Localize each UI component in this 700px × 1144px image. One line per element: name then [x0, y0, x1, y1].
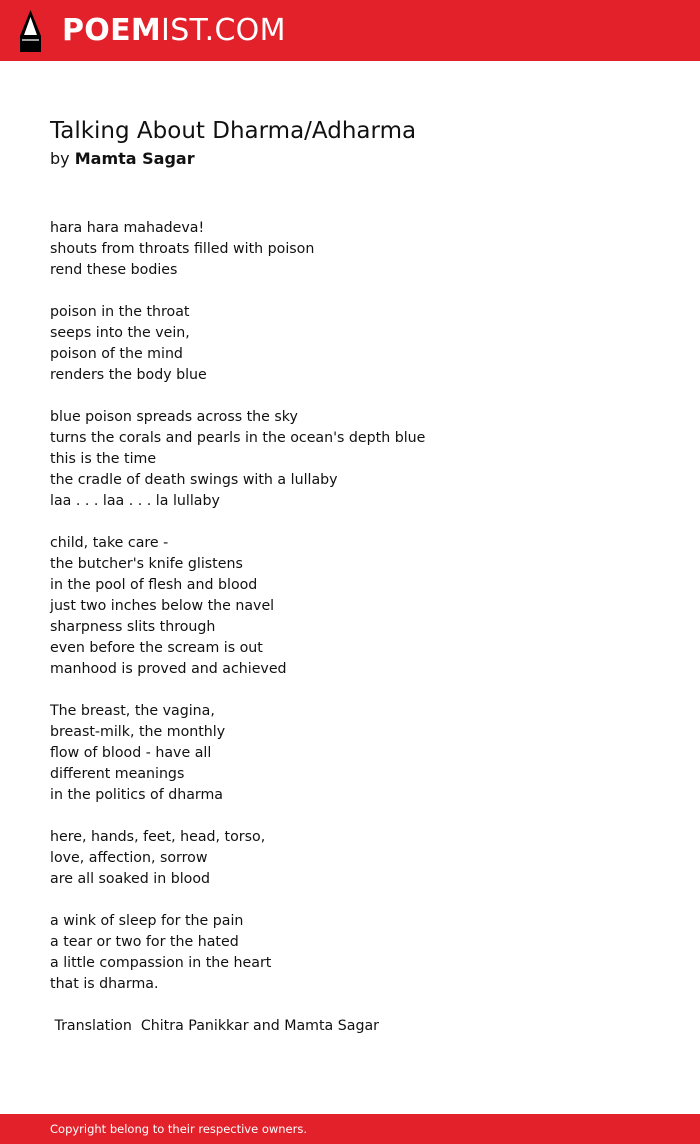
poem-line: love, affection, sorrow: [50, 850, 208, 866]
poem-line: different meanings: [50, 766, 185, 782]
poem-line: this is the time: [50, 451, 157, 467]
poem-line: the cradle of death swings with a lullaby: [50, 472, 338, 488]
poem-line: child, take care -: [50, 535, 169, 551]
stanza: [50, 407, 670, 512]
poem-line: the butcher's knife glistens: [50, 556, 243, 572]
poem-line: blue poison spreads across the sky: [50, 409, 298, 425]
logo-text: [62, 9, 286, 53]
stanza: [50, 218, 670, 281]
site-header: [0, 0, 700, 61]
stanza: [50, 701, 670, 806]
poem-line: flow of blood - have all: [50, 745, 212, 761]
poem-line: breast-milk, the monthly: [50, 724, 226, 740]
poem-line: just two inches below the navel: [50, 598, 275, 614]
poem-line: are all soaked in blood: [50, 871, 211, 887]
poem-line: a tear or two for the hated: [50, 934, 239, 950]
poem-line: even before the scream is out: [50, 640, 263, 656]
copyright-text: Copyright belong to their respective owners.: [50, 1122, 308, 1136]
poem-line: here, hands, feet, head, torso,: [50, 829, 266, 845]
author-name: Mamta Sagar: [74, 149, 195, 168]
poem-line: rend these bodies: [50, 262, 178, 278]
poem-line: hara hara mahadeva!: [50, 220, 205, 236]
stanza: [50, 533, 670, 680]
poem-line: poison of the mind: [50, 346, 183, 362]
by-label: by: [50, 149, 70, 168]
poem-line: laa . . . laa . . . la lullaby: [50, 493, 220, 509]
translation-credit: Translation Chitra Panikkar and Mamta Sagar: [50, 1018, 379, 1034]
poem-line: in the politics of dharma: [50, 787, 223, 803]
stanza: [50, 911, 670, 995]
poem-line: in the pool of flesh and blood: [50, 577, 258, 593]
poem-title: Talking About Dharma/Adharma: [50, 118, 417, 144]
site-footer: [0, 1114, 700, 1144]
poem-line: turns the corals and pearls in the ocean's depth blue: [50, 430, 426, 446]
byline: [50, 148, 670, 170]
poem-line: that is dharma.: [50, 976, 159, 992]
poem-line: sharpness slits through: [50, 619, 216, 635]
site-logo[interactable]: [18, 9, 286, 53]
poem-line: a wink of sleep for the pain: [50, 913, 244, 929]
poem-line: The breast, the vagina,: [50, 703, 215, 719]
poem-line: seeps into the vein,: [50, 325, 190, 341]
stanza: [50, 302, 670, 386]
pencil-tip-icon: [18, 10, 43, 52]
logo-text-light: IST.COM: [161, 13, 286, 48]
poem-line: a little compassion in the heart: [50, 955, 272, 971]
poem-line: shouts from throats filled with poison: [50, 241, 315, 257]
poem-line: manhood is proved and achieved: [50, 661, 287, 677]
poem-line: poison in the throat: [50, 304, 190, 320]
poem-body: [50, 218, 670, 1037]
stanza: [50, 827, 670, 890]
poem-line: renders the body blue: [50, 367, 207, 383]
logo-text-strong: POEM: [62, 13, 162, 48]
poem-header: [50, 114, 670, 170]
